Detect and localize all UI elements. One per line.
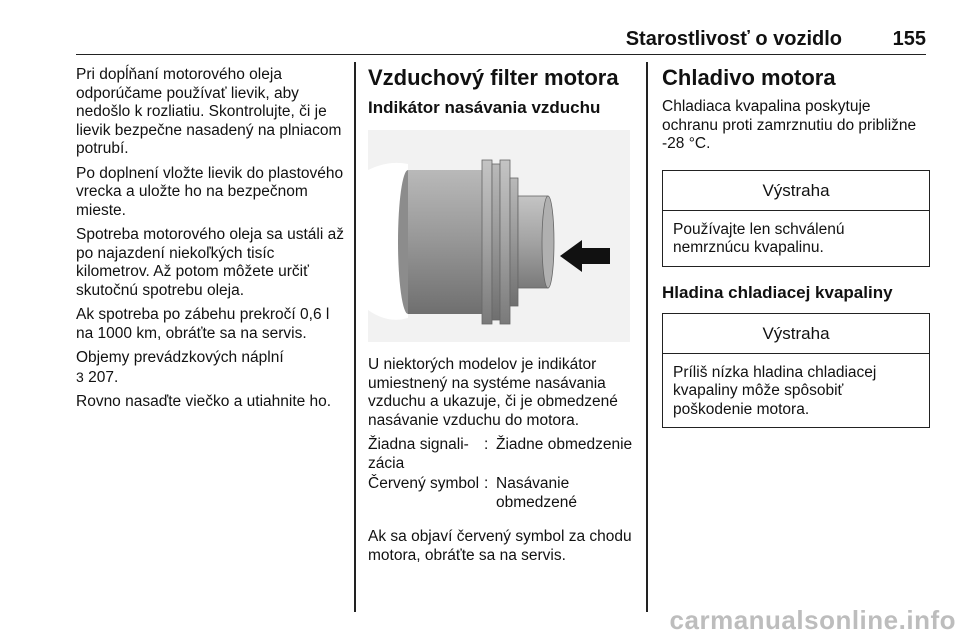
paragraph: Ak sa objaví červený symbol za chodu motora, obráťte sa na servis.	[368, 528, 632, 564]
definition-separator: :	[484, 475, 489, 492]
paragraph: U niektorých modelov je indikátor umiestnený na systéme nasávania vzduchu a ukazuje, či je obmedzené nasávanie vzduchu do motora.	[368, 356, 618, 429]
reference-arrow-icon: 3	[76, 368, 84, 385]
definition-term: Žiadna signali-zácia	[368, 436, 469, 472]
definition-row	[368, 436, 633, 473]
column-divider	[354, 62, 356, 612]
air-filter-indicator-illustration	[368, 130, 630, 342]
watermark: carmanualsonline.info	[669, 605, 956, 635]
warning-box	[662, 313, 930, 429]
definition-description: Žiadne obmedzenie	[496, 436, 633, 453]
paragraph: Spotreba motorového oleja sa ustáli až po najazdení niekoľkých tisíc kilometrov. Až potom môžete určiť skutočnú spotrebu oleja.	[76, 226, 344, 299]
page-reference-link[interactable]: 207.	[88, 368, 119, 386]
page-header	[76, 28, 926, 55]
warning-box	[662, 170, 930, 267]
paragraph: Ak spotreba po zábehu prekročí 0,6 l na 1000 km, obráťte sa na servis.	[76, 306, 330, 342]
section-heading: Chladivo motora	[662, 65, 836, 90]
paragraph: Pri dopĺňaní motorového oleja odporúčame používať lievik, aby nedošlo k rozliatiu. Skontrolujte, či je lievik bezpečne nasadený na plniacom potrubí.	[76, 66, 342, 157]
paragraph-text: Objemy prevádzkových náplní	[76, 349, 284, 366]
warning-title: Výstraha	[663, 171, 929, 211]
definition-separator: :	[484, 436, 489, 453]
column-2	[368, 66, 633, 571]
warning-title: Výstraha	[663, 314, 929, 354]
warning-text: Príliš nízka hladina chladiacej kvapaliny môže spôsobiť poškodenie motora.	[673, 363, 877, 418]
paragraph: Po doplnení vložte lievik do plastového vrecka a uložte ho na bezpečnom mieste.	[76, 164, 344, 219]
paragraph	[76, 349, 348, 387]
column-divider	[646, 62, 648, 612]
paragraph: Rovno nasaďte viečko a utiahnite ho.	[76, 393, 332, 410]
air-intake-indicator-drawing	[368, 130, 630, 342]
subsection-heading: Indikátor nasávania vzduchu	[368, 98, 601, 117]
column-3	[662, 66, 930, 444]
definition-term: Červený symbol	[368, 475, 480, 492]
page-number: 155	[892, 28, 926, 50]
column-1	[76, 66, 348, 418]
indicator-definition-list	[368, 436, 633, 512]
header-title: Starostlivosť o vozidlo	[625, 28, 842, 50]
definition-description: Nasávanie obmedzené	[496, 475, 578, 511]
subsection-heading: Hladina chladiacej kvapaliny	[662, 282, 893, 302]
section-heading: Vzduchový filter motora	[368, 65, 619, 90]
definition-row	[368, 475, 633, 512]
paragraph: Chladiaca kvapalina poskytuje ochranu proti zamrznutiu do približne -28 °C.	[662, 98, 917, 152]
warning-text: Používajte len schválenú nemrznúcu kvapalinu.	[673, 220, 845, 256]
